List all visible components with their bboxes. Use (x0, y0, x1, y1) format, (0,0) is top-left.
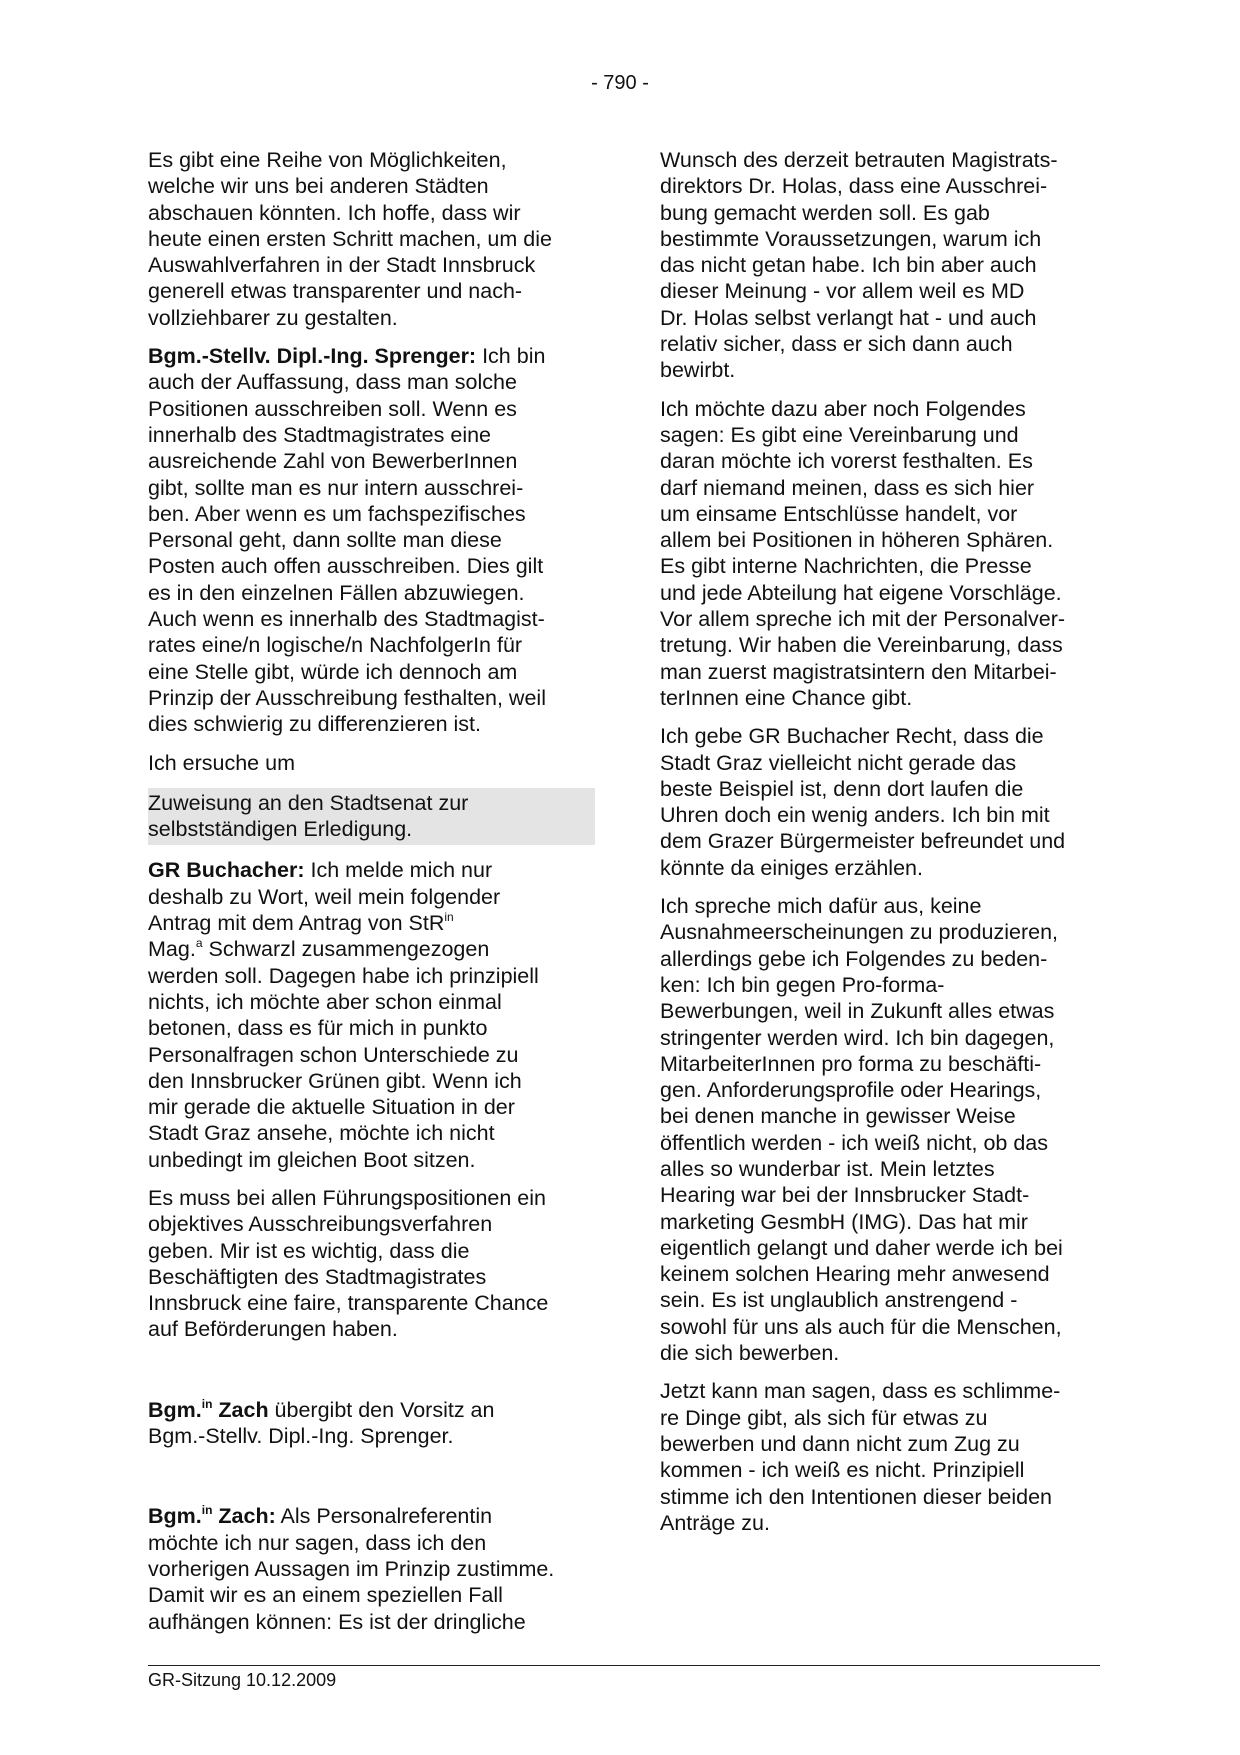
motion-highlight: Zuweisung an den Stadtsenat zur selbstständigen Erledigung. (148, 788, 595, 846)
paragraph: Es muss bei allen Führungspositionen ein objektives Ausschreibungsverfahren geben. Mir ist es wichtig, dass die Beschäftigten des Stadtmagistrates Innsbruck eine faire, transparente Chance auf Beförderungen haben. (148, 1185, 549, 1342)
paragraph: Ich spreche mich dafür aus, keine Ausnahmeerscheinungen zu produzieren, allerdings gebe ich Folgendes zu beden- ken: Ich bin gegen Pro-forma- Bewerbungen, weil in Zukunft alles etwas stringenter werden wird. Ich bin dagegen, MitarbeiterInnen pro forma zu beschäfti- gen. Anforderungsprofile oder Hearings, bei denen manche in gewisser Weise öffentlich werden - ich weiß nicht, ob das alles so wunderbar ist. Mein letztes Hearing war bei der Innsbrucker Stadt- marketing GesmbH (IMG). Das hat mir eigentlich gelangt und daher werde ich bei keinem solchen Hearing mehr anwesend sein. Es ist unglaublich anstrengend - sowohl für uns als auch für die Menschen, die sich bewerben. (660, 894, 1063, 1366)
page-number: - 790 - (591, 72, 649, 94)
footer-text: GR-Sitzung 10.12.2009 (148, 1670, 337, 1690)
paragraph: Bgm.$^{in}$ Zach: Als Personalreferentin möchte ich nur sagen, dass ich den vorherigen Aussagen im Prinzip zustimme. Damit wir es an einem speziellen Fall aufhängen können: Es ist der dringliche (148, 1503, 555, 1634)
paragraph: Jetzt kann man sagen, dass es schlimme- re Dinge gibt, als sich für etwas zu bewerben und dann nicht zum Zug zu kommen - ich weiß es nicht. Prinzipiell stimme ich den Intentionen dieser beiden Anträge zu. (660, 1379, 1061, 1535)
speaker-name: Bgm.$^{in}$ Zach: (148, 1503, 276, 1529)
speech-text: Ich bin auch der Auffassung, dass man solche Positionen ausschreiben soll. Wenn es innerhalb des Stadtmagistrates eine ausreichende Zahl von BewerberInnen gibt, sollte man es nur intern ausschrei- ben. Aber wenn es um fachspezifisches Personal geht, dann sollte man diese Posten auch offen ausschreiben. Dies gilt es in den einzelnen Fällen abzuwiegen. Auch wenn es innerhalb des Stadtmagist- rates eine/n logische/n NachfolgerIn für eine Stelle gibt, würde ich dennoch am Prinzip der Ausschreibung festhalten, weil dies schwierig zu differenzieren ist. (148, 344, 546, 737)
paragraph: Bgm.$^{in}$ Zach übergibt den Vorsitz an Bgm.-Stellv. Dipl.-Ing. Sprenger. (148, 1396, 495, 1449)
left-column (148, 147, 591, 1647)
paragraph: Ich möchte dazu aber noch Folgendes sagen: Es gibt eine Vereinbarung und daran möchte ich vorerst festhalten. Es darf niemand meinen, dass es sich hier um einsame Entschlüsse handelt, vor allem bei Positionen in höheren Sphären. Es gibt interne Nachrichten, die Presse und jede Abteilung hat eigene Vorschläge. Vor allem spreche ich mit der Personalver- tretung. Wir haben die Vereinbarung, dass man zuerst magistratsintern den Mitarbei- terInnen eine Chance gibt. (660, 396, 1066, 710)
right-column (660, 147, 1100, 1548)
speaker-name: Bgm.-Stellv. Dipl.-Ing. Sprenger: (148, 344, 477, 369)
speaker-name: GR Buchacher: (148, 858, 305, 883)
paragraph: Ich ersuche um (148, 750, 295, 775)
paragraph: Ich gebe GR Buchacher Recht, dass die Stadt Graz vielleicht nicht gerade das beste Beispiel ist, denn dort laufen die Uhren doch ein wenig anders. Ich bin mit dem Grazer Bürgermeister befreundet und könnte da einiges erzählen. (660, 724, 1066, 880)
paragraph: GR Buchacher: Ich melde mich nur deshalb zu Wort, weil mein folgender Antrag mit dem Antrag von StR$^{in}$ Mag.$^a$ Schwarzl zusammengezogen werden soll. Dagegen habe ich prinzipiell nichts, ich möchte aber schon einmal betonen, dass es für mich in punkto Personalfragen schon Unterschiede zu den Innsbrucker Grünen gibt. Wenn ich mir gerade die aktuelle Situation in der Stadt Graz ansehe, möchte ich nicht unbedingt im gleichen Boot sitzen. (148, 858, 539, 1172)
paragraph (148, 343, 591, 737)
paragraph: Wunsch des derzeit betrauten Magistrats- direktors Dr. Holas, dass eine Ausschrei- bung gemacht werden soll. Es gab bestimmte Voraussetzungen, warum ich das nicht getan habe. Ich bin aber auch dieser Meinung - vor allem weil es MD Dr. Holas selbst verlangt hat - und auch relativ sicher, dass er sich dann auch bewirbt. (660, 148, 1058, 383)
paragraph: Es gibt eine Reihe von Möglichkeiten, welche wir uns bei anderen Städten abschauen könnten. Ich hoffe, dass wir heute einen ersten Schritt machen, um die Auswahlverfahren in der Stadt Innsbruck generell etwas transparenter und nach- vollziehbarer zu gestalten. (148, 148, 552, 330)
footer-divider (148, 1665, 1100, 1666)
speaker-name: Bgm.$^{in}$ Zach (148, 1396, 269, 1422)
